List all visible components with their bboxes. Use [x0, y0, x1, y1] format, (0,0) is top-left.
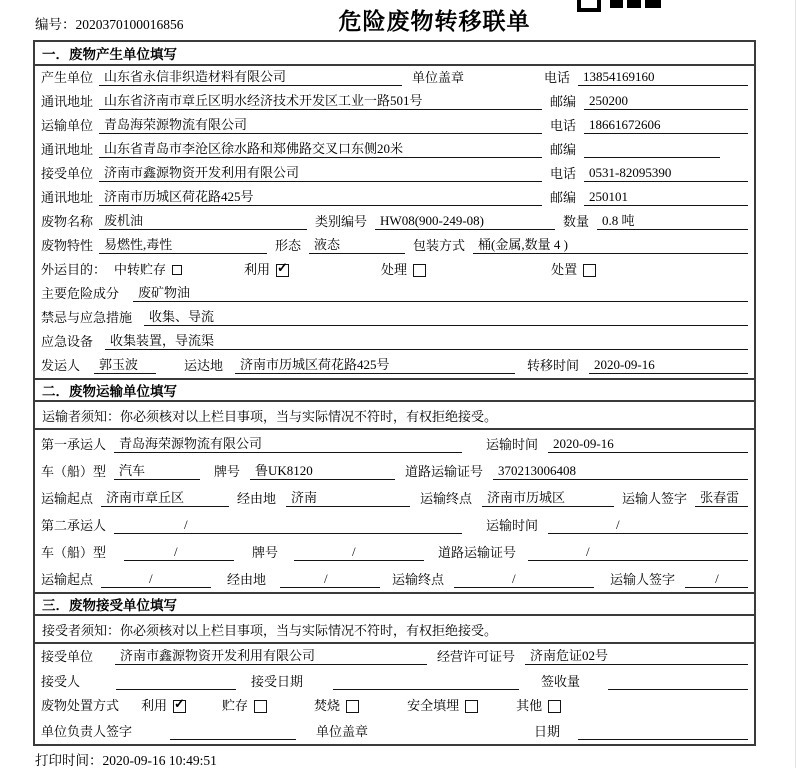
- terminal-2-value: /: [454, 572, 594, 588]
- row-transport-address: [35, 138, 754, 162]
- field-label: 包装方式: [413, 238, 466, 254]
- serial-label: 编号：: [35, 17, 76, 32]
- field-label: 经营许可证号: [437, 649, 516, 665]
- waste-quantity-value: 0.8 吨: [597, 214, 748, 230]
- field-label: 发运人: [41, 358, 81, 374]
- field-label: 车（船）型: [41, 545, 107, 561]
- license-number-value: 济南危证02号: [525, 649, 748, 665]
- checkbox-icon: [413, 264, 426, 277]
- field-label: 形态: [275, 238, 302, 254]
- second-carrier-value: /: [114, 518, 462, 534]
- row-responsible-signature: [35, 719, 754, 744]
- checkbox-icon: [173, 700, 186, 713]
- option-utilize-3: [141, 699, 186, 714]
- field-label: 运达地: [184, 358, 224, 374]
- field-label: 第二承运人: [41, 518, 107, 534]
- field-label: 接受单位: [41, 649, 94, 665]
- field-label: 主要危险成分: [41, 286, 120, 302]
- field-label: 通讯地址: [41, 190, 94, 206]
- field-label: 应急设备: [41, 334, 94, 350]
- field-label: 电话: [550, 118, 577, 134]
- field-label: 道路运输证号: [438, 545, 517, 561]
- row-vehicle-type-1: [35, 457, 754, 484]
- print-time-label: 打印时间：: [35, 753, 103, 768]
- print-time-value: 2020-09-16 10:49:51: [102, 753, 217, 768]
- field-label: 外运目的：: [41, 261, 107, 277]
- receiver-notice: 接受者须知：你必须核对以上栏目事项，当与实际情况不符时，有权拒绝接受。: [35, 616, 754, 644]
- field-label: 废物处置方式: [41, 698, 120, 714]
- seal-date-value: [578, 739, 748, 740]
- option-storage: [222, 699, 267, 714]
- checkbox-icon: [465, 700, 478, 713]
- row-main-hazard: [35, 282, 754, 306]
- qr-block: [577, 0, 601, 12]
- option-label: 利用: [141, 698, 168, 714]
- row-receiver-address: [35, 186, 754, 210]
- plate-number-value: 鲁UK8120: [250, 464, 395, 480]
- field-label: 类别编号: [315, 214, 368, 230]
- waste-property-value: 易燃性,毒性: [99, 238, 267, 254]
- option-transit-storage: [114, 263, 182, 278]
- transport-phone-value: 18661672606: [584, 118, 748, 134]
- unit-seal-label: 单位盖章: [316, 724, 369, 740]
- row-producer-unit: [35, 66, 754, 90]
- option-utilize: [244, 263, 289, 278]
- origin-2-value: /: [101, 572, 211, 588]
- emergency-measures-value: 收集、导流: [144, 310, 748, 326]
- producer-unit-value: 山东省永信非织造材料有限公司: [99, 70, 402, 86]
- transporter-notice: 运输者须知：你必须核对以上栏目事项，当与实际情况不符时，有权拒绝接受。: [35, 402, 754, 430]
- origin-value: 济南市章丘区: [101, 491, 229, 507]
- road-permit-value: 370213006408: [493, 464, 748, 480]
- transport-date-2-value: /: [548, 518, 748, 534]
- qr-code-icon: [577, 0, 661, 9]
- checkbox-icon: [254, 700, 267, 713]
- field-label: 产生单位: [41, 70, 94, 86]
- row-transport-unit: [35, 114, 754, 138]
- field-label: 道路运输证号: [405, 464, 484, 480]
- checkbox-icon: [276, 264, 289, 277]
- transport-address-value: 山东省青岛市李沧区徐水路和郑佛路交叉口东侧20米: [99, 142, 542, 158]
- field-label: 数量: [563, 214, 590, 230]
- receiving-unit-value: 济南市鑫源物资开发利用有限公司: [115, 649, 427, 665]
- field-label: 废物名称: [41, 214, 94, 230]
- first-carrier-value: 青岛海荣源物流有限公司: [114, 437, 462, 453]
- field-label: 邮编: [550, 190, 577, 206]
- main-hazard-value: 废矿物油: [133, 286, 748, 302]
- transporter-signature-value: 张春雷: [695, 491, 748, 507]
- field-label: 运输人签字: [610, 572, 676, 588]
- field-label: 接受人: [41, 674, 81, 690]
- destination-value: 济南市历城区荷花路425号: [235, 358, 515, 374]
- transfer-date-value: 2020-09-16: [589, 358, 748, 374]
- field-label: 邮编: [550, 94, 577, 110]
- page-title: 危险废物转移联单: [338, 9, 531, 34]
- receiver-zip-value: 250101: [584, 190, 748, 206]
- row-outbound-purpose: [35, 258, 754, 282]
- emergency-equipment-value: 收集装置，导流渠: [105, 334, 748, 350]
- producer-phone-value: 13854169160: [578, 70, 748, 86]
- row-transport-route-1: [35, 484, 754, 511]
- packaging-value: 桶(金属,数量 4 ): [473, 238, 748, 254]
- serial-value: 2020370100016856: [75, 17, 184, 32]
- field-label: 接受日期: [251, 674, 304, 690]
- field-label: 运输起点: [41, 572, 94, 588]
- receive-date-value: [333, 689, 519, 690]
- field-label: 运输单位: [41, 118, 94, 134]
- field-label: 签收量: [541, 674, 581, 690]
- consignor-value: 郭玉波: [94, 358, 156, 374]
- row-emergency-measures: [35, 306, 754, 330]
- section2-header: 二．废物运输单位填写: [35, 378, 754, 402]
- responsible-signature-value: [170, 739, 296, 740]
- waste-name-value: 废机油: [99, 214, 307, 230]
- field-label: 车（船）型: [41, 464, 107, 480]
- qr-block: [610, 0, 623, 8]
- qr-block: [645, 0, 661, 8]
- row-emergency-equipment: [35, 330, 754, 354]
- field-label: 废物特性: [41, 238, 94, 254]
- row-disposal-method: [35, 694, 754, 719]
- vehicle-type-value: 汽车: [114, 464, 200, 480]
- field-label: 通讯地址: [41, 94, 94, 110]
- via-2-value: /: [280, 572, 380, 588]
- checkbox-icon: [548, 700, 561, 713]
- field-label: 邮编: [550, 142, 577, 158]
- qr-block: [627, 0, 641, 8]
- checkbox-icon: [346, 700, 359, 713]
- option-label: 中转贮存: [114, 261, 167, 277]
- option-label: 利用: [244, 261, 271, 277]
- checkbox-icon: [583, 264, 596, 277]
- row-transport-route-2: [35, 565, 754, 592]
- road-permit-2-value: /: [528, 545, 748, 561]
- option-landfill: [407, 699, 478, 714]
- checkbox-icon: [172, 265, 182, 275]
- row-vehicle-type-2: [35, 538, 754, 565]
- option-other: [516, 699, 561, 714]
- unit-seal-label: 单位盖章: [412, 70, 465, 86]
- receiver-phone-value: 0531-82095390: [584, 166, 748, 182]
- transport-date-value: 2020-09-16: [548, 437, 748, 453]
- field-label: 电话: [550, 166, 577, 182]
- producer-address-value: 山东省济南市章丘区明水经济技术开发区工业一路501号: [99, 94, 542, 110]
- option-label: 处理: [381, 261, 408, 277]
- option-label: 其他: [516, 698, 543, 714]
- transport-unit-value: 青岛海荣源物流有限公司: [99, 118, 542, 134]
- field-label: 第一承运人: [41, 437, 107, 453]
- terminal-value: 济南市历城区: [482, 491, 614, 507]
- vehicle-type-2-value: /: [124, 545, 234, 561]
- print-time: [35, 749, 217, 769]
- row-receiving-unit: [35, 644, 754, 669]
- receiver-unit-value: 济南市鑫源物资开发利用有限公司: [99, 166, 542, 182]
- option-dispose: [551, 263, 596, 278]
- field-label: 牌号: [214, 464, 241, 480]
- signed-quantity-value: [608, 689, 748, 690]
- manifest-form: [33, 40, 756, 746]
- waste-code-value: HW08(900-249-08): [375, 214, 555, 230]
- transport-zip-value: [584, 157, 720, 158]
- field-label: 运输起点: [41, 491, 94, 507]
- field-label: 经由地: [237, 491, 277, 507]
- row-receiver-unit: [35, 162, 754, 186]
- option-label: 焚烧: [314, 698, 341, 714]
- row-waste-name: [35, 210, 754, 234]
- field-label: 经由地: [227, 572, 267, 588]
- transporter-signature-2-value: /: [685, 572, 748, 588]
- field-label: 运输终点: [420, 491, 473, 507]
- section1-header: 一．废物产生单位填写: [35, 42, 754, 66]
- option-label: 安全填埋: [407, 698, 460, 714]
- plate-number-2-value: /: [294, 545, 424, 561]
- row-second-carrier: [35, 511, 754, 538]
- option-incinerate: [314, 699, 359, 714]
- row-waste-property: [35, 234, 754, 258]
- field-label: 运输时间: [486, 518, 539, 534]
- field-label: 运输终点: [392, 572, 445, 588]
- row-consignor: [35, 354, 754, 378]
- field-label: 牌号: [252, 545, 279, 561]
- option-label: 处置: [551, 261, 578, 277]
- row-producer-address: [35, 90, 754, 114]
- option-treat: [381, 263, 426, 278]
- via-value: 济南: [286, 491, 410, 507]
- row-first-carrier: [35, 430, 754, 457]
- producer-zip-value: 250200: [584, 94, 748, 110]
- section3-header: 三．废物接受单位填写: [35, 592, 754, 616]
- waste-form-value: 液态: [309, 238, 405, 254]
- field-label: 日期: [534, 724, 561, 740]
- field-label: 接受单位: [41, 166, 94, 182]
- field-label: 通讯地址: [41, 142, 94, 158]
- field-label: 转移时间: [527, 358, 580, 374]
- option-label: 贮存: [222, 698, 249, 714]
- receiver-address-value: 济南市历城区荷花路425号: [99, 190, 542, 206]
- row-receiver-person: [35, 669, 754, 694]
- receiver-person-value: [116, 689, 236, 690]
- field-label: 运输人签字: [622, 491, 688, 507]
- field-label: 禁忌与应急措施: [41, 310, 133, 326]
- field-label: 电话: [544, 70, 571, 86]
- field-label: 运输时间: [486, 437, 539, 453]
- field-label: 单位负责人签字: [41, 724, 133, 740]
